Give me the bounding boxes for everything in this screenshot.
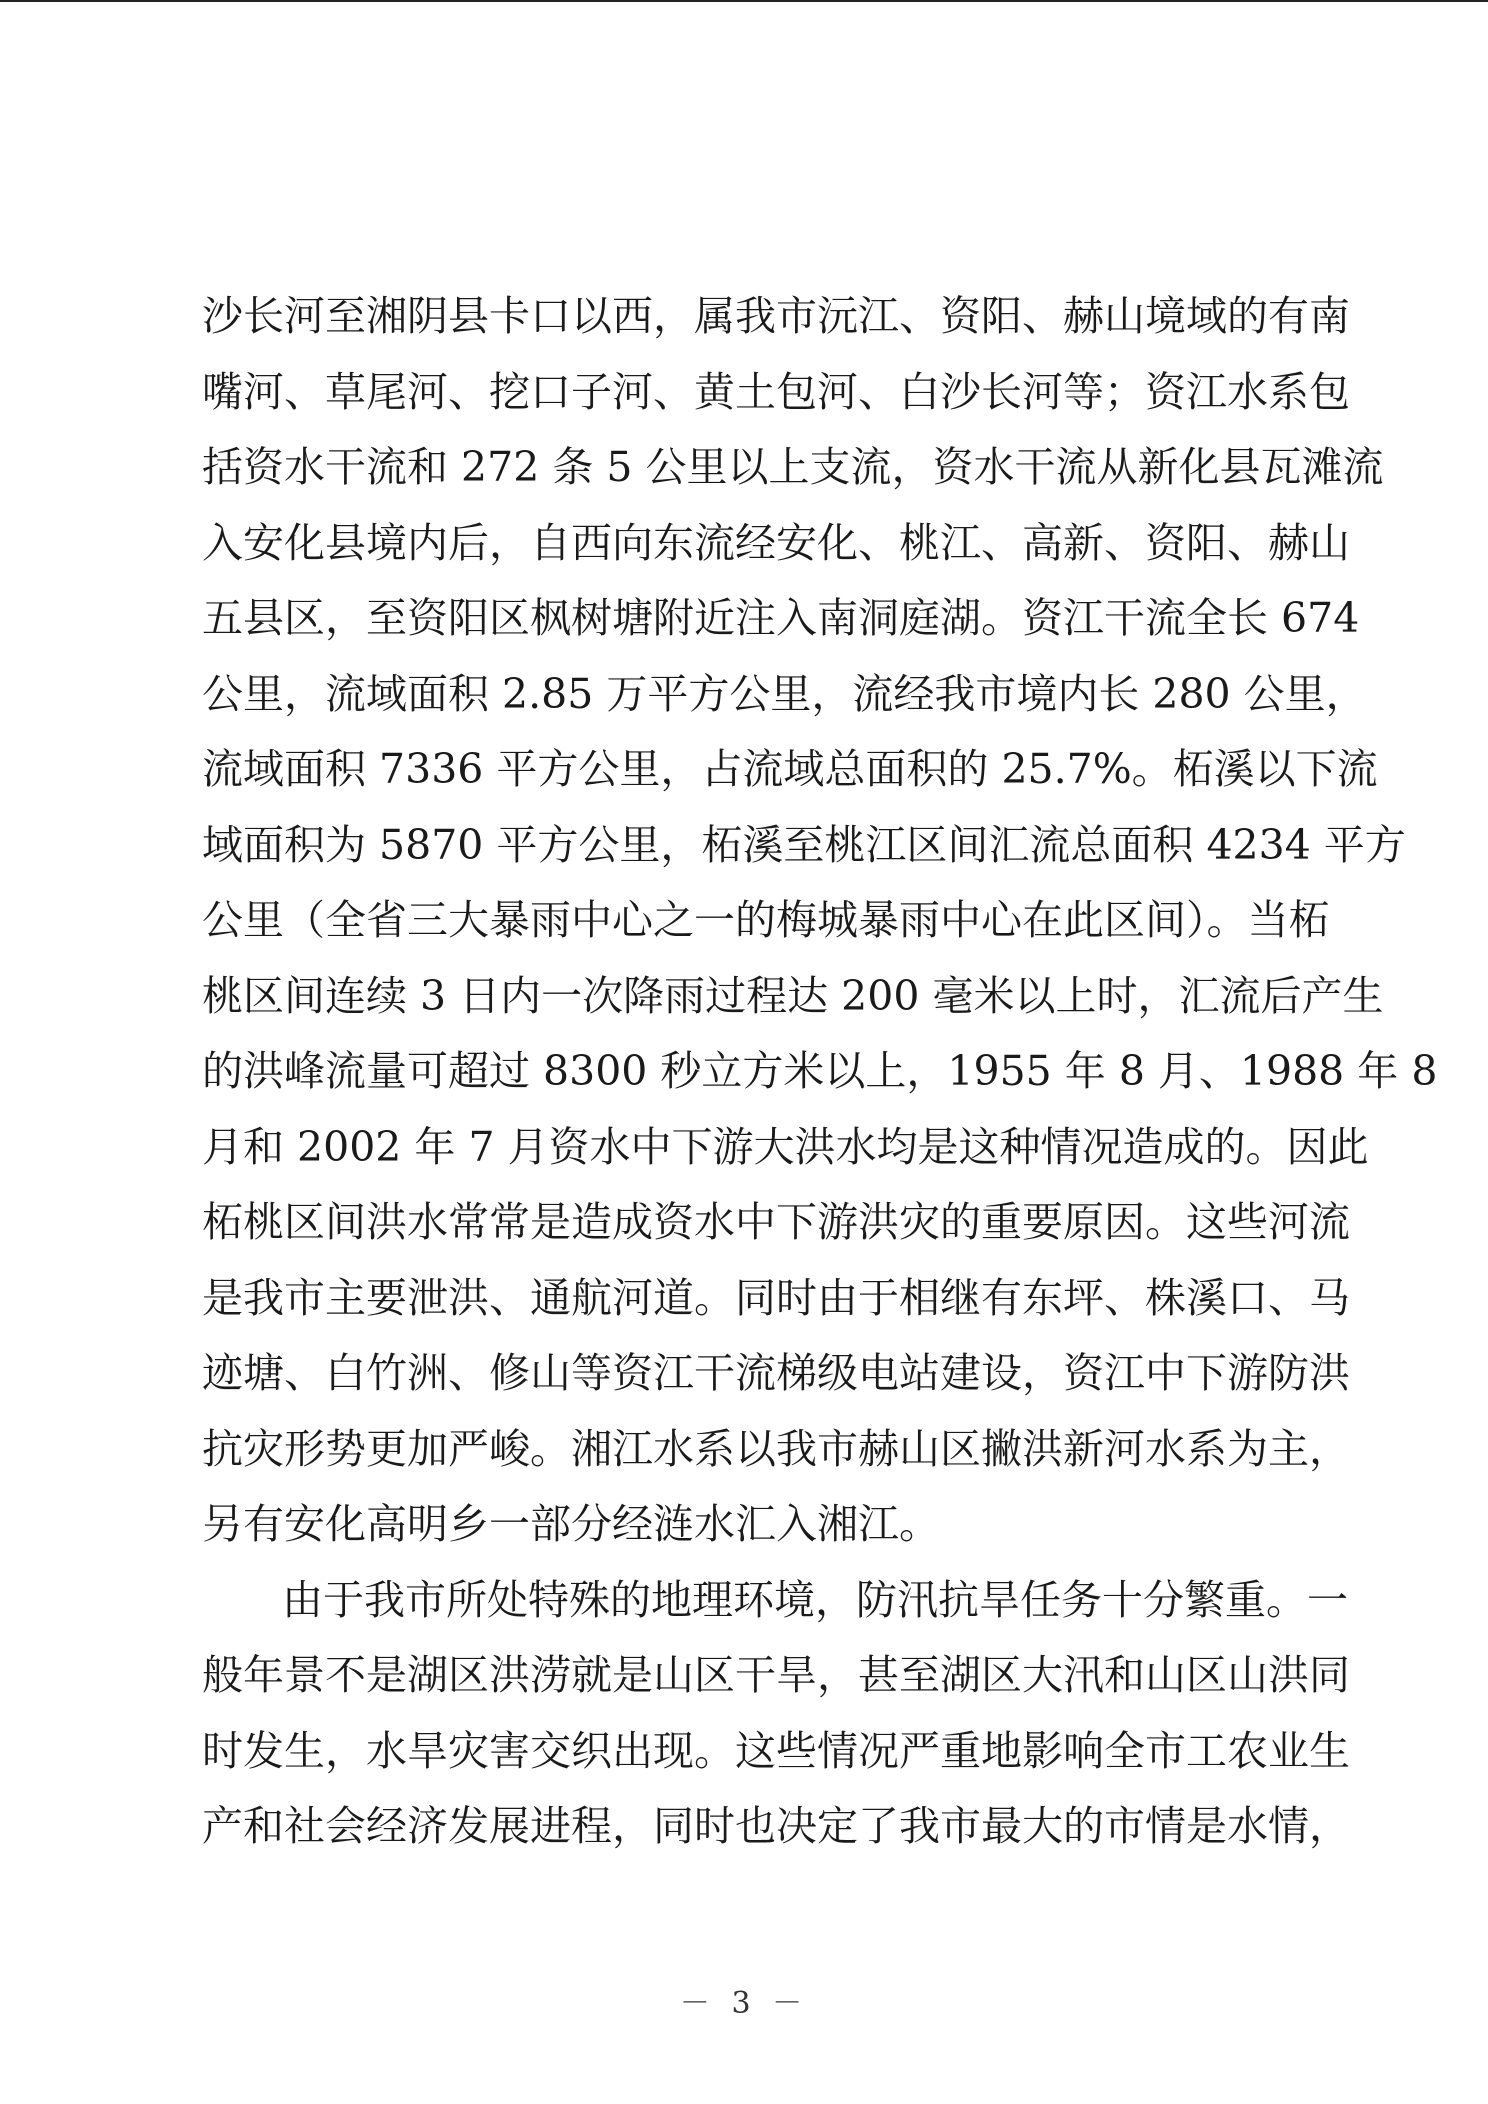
text-line: 另有安化高明乡一部分经涟水汇入湘江。 <box>202 1500 940 1548</box>
text-line: 般年景不是湖区洪涝就是山区干旱，甚至湖区大汛和山区山洪同 <box>202 1651 1350 1699</box>
text-line: 五县区，至资阳区枫树塘附近注入南洞庭湖。资江干流全长 674 <box>202 594 1360 642</box>
text-line: 入安化县境内后，自西向东流经安化、桃江、高新、资阳、赫山 <box>202 518 1350 567</box>
text-line: 由于我市所处特殊的地理环境，防汛抗旱任务十分繁重。一 <box>282 1575 1348 1624</box>
text-line: 产和社会经济发展进程，同时也决定了我市最大的市情是水情， <box>202 1802 1350 1850</box>
text-line: 抗灾形势更加严峻。湘江水系以我市赫山区撇洪新河水系为主， <box>202 1424 1350 1473</box>
paragraph-1 <box>202 279 1438 1563</box>
text-line: 公里（全省三大暴雨中心之一的梅城暴雨中心在此区间）。当柘 <box>202 896 1330 944</box>
text-line: 时发生，水旱灾害交织出现。这些情况严重地影响全市工农业生 <box>202 1726 1350 1775</box>
text-line: 沙长河至湘阴县卡口以西，属我市沅江、资阳、赫山境域的有南 <box>202 292 1350 340</box>
text-line: 迹塘、白竹洲、修山等资江干流梯级电站建设，资江中下游防洪 <box>202 1349 1350 1397</box>
paragraph-2 <box>202 1563 1350 1865</box>
text-line: 括资水干流和 272 条 5 公里以上支流，资水干流从新化县瓦滩流 <box>202 443 1384 491</box>
text-line: 是我市主要泄洪、通航河道。同时由于相继有东坪、株溪口、马 <box>202 1273 1350 1322</box>
text-line: 的洪峰流量可超过 8300 秒立方米以上，1955 年 8 月、1988 年 8 <box>202 1047 1438 1095</box>
text-line: 域面积为 5870 平方公里，柘溪至桃江区间汇流总面积 4234 平方 <box>202 820 1406 869</box>
text-line: 公里，流域面积 2.85 万平方公里，流经我市境内长 280 公里， <box>202 669 1367 718</box>
body-text <box>202 279 1438 1865</box>
text-line: 流域面积 7336 平方公里，占流域总面积的 25.7%。柘溪以下流 <box>202 745 1378 793</box>
text-line: 月和 2002 年 7 月资水中下游大洪水均是这种情况造成的。因此 <box>202 1122 1369 1171</box>
text-line: 桃区间连续 3 日内一次降雨过程达 200 毫米以上时，汇流后产生 <box>202 971 1384 1020</box>
text-line: 柘桃区间洪水常常是造成资水中下游洪灾的重要原因。这些河流 <box>202 1198 1350 1246</box>
page-number: － 3 － <box>679 1986 809 2021</box>
text-line: 嘴河、草尾河、挖口子河、黄土包河、白沙长河等；资江水系包 <box>202 367 1350 416</box>
